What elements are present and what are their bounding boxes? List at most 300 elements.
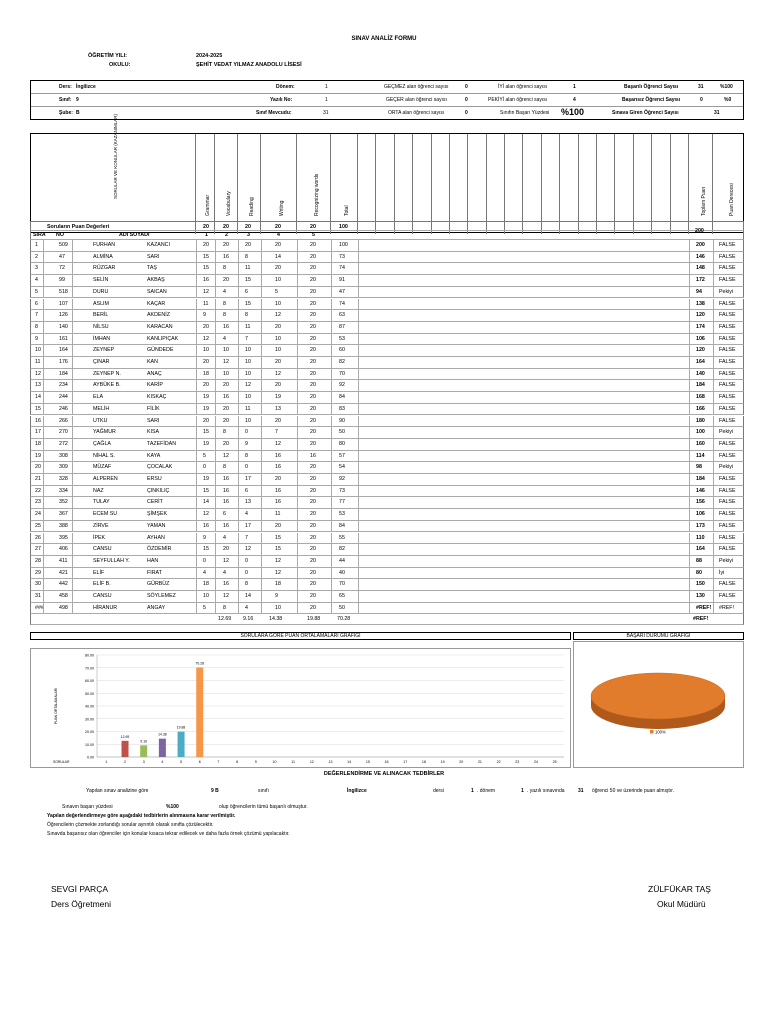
- row-toplam: 94: [696, 288, 702, 295]
- grid-line: [43, 509, 44, 520]
- x-tick-label: 24: [533, 760, 538, 764]
- row-no: 99: [59, 277, 65, 284]
- grid-line: [215, 591, 216, 602]
- row-ad: CANSU: [93, 546, 112, 553]
- grid-line: [713, 603, 714, 614]
- row-ad: ELİF: [93, 569, 105, 576]
- puan-degeri-total: 100: [339, 224, 348, 230]
- grid-line: [238, 345, 239, 356]
- grid-line: [215, 556, 216, 567]
- x-tick-label: 10: [272, 760, 277, 764]
- grid-line: [297, 263, 298, 274]
- grid-line: [689, 392, 690, 403]
- grid-line: [238, 509, 239, 520]
- eval-line1-a: Yapılan sınav analizine göre: [86, 788, 149, 794]
- grid-line: [261, 310, 262, 321]
- grid-line: [43, 299, 44, 310]
- row-no: 406: [59, 546, 68, 553]
- x-tick-label: 11: [291, 760, 296, 764]
- x-tick-label: 4: [161, 760, 164, 764]
- row-score: 17: [245, 476, 251, 482]
- grid-line: [358, 287, 359, 298]
- grid-line: [331, 334, 332, 345]
- row-score: 87: [339, 323, 345, 330]
- grid-line: [238, 287, 239, 298]
- row-ad: İPEK: [93, 534, 106, 541]
- empty-question-column: [395, 134, 413, 234]
- grid-line: [215, 252, 216, 263]
- row-score: 20: [310, 417, 316, 424]
- col-reading: Reading: [249, 197, 255, 216]
- row-soyad: KARİP: [147, 382, 163, 389]
- pie-chart-svg: [574, 642, 743, 767]
- row-ad: MÜZAF: [93, 464, 112, 471]
- y-tick-label: 80.00: [85, 653, 94, 658]
- row-score: 19: [203, 405, 209, 412]
- row-soyad: ERSU: [147, 476, 162, 482]
- grid-line: [238, 439, 239, 450]
- grid-line: [215, 416, 216, 427]
- grid-line: [331, 486, 332, 497]
- grid-line: [297, 392, 298, 403]
- grid-line: [358, 416, 359, 427]
- grid-line: [261, 345, 262, 356]
- row-soyad: TAŞ: [147, 265, 157, 272]
- basarisiz-pct: %0: [724, 97, 732, 103]
- row-score: 10: [275, 300, 281, 307]
- row-score: 15: [203, 253, 209, 260]
- row-score: 82: [339, 359, 345, 365]
- grid-line: [238, 486, 239, 497]
- row-score: 0: [245, 464, 248, 471]
- row-derece: FALSE: [719, 242, 736, 248]
- row-score: 20: [223, 242, 229, 248]
- row-toplam: 100: [696, 429, 705, 436]
- grid-line: [196, 462, 197, 473]
- eval-line1-subject: İngilizce: [347, 788, 367, 794]
- grid-line: [215, 533, 216, 544]
- grid-line: [358, 357, 359, 368]
- grid-line: [689, 404, 690, 415]
- row-score: 12: [245, 382, 251, 389]
- row-score: 20: [310, 242, 316, 248]
- row-derece: İyi: [719, 569, 725, 576]
- grid-line: [215, 603, 216, 614]
- row-ad: ÇINAR: [93, 359, 110, 365]
- x-tick-label: 15: [365, 760, 370, 764]
- row-no: 140: [59, 323, 68, 330]
- grid-line: [43, 427, 44, 438]
- grid-line: [713, 474, 714, 485]
- row-ad: FURHAN: [93, 242, 116, 248]
- grid-line: [331, 544, 332, 555]
- row-score: 15: [203, 265, 209, 272]
- row-score: 15: [203, 429, 209, 436]
- grid-line: [215, 263, 216, 274]
- row-sira: 29: [35, 569, 41, 576]
- row-score: 20: [310, 569, 316, 576]
- row-soyad: AKBAŞ: [147, 277, 165, 284]
- grid-line: [215, 568, 216, 579]
- table-row: [30, 322, 744, 334]
- bar-data-label: 14.38: [158, 732, 167, 737]
- grid-line: [297, 439, 298, 450]
- grid-line: [215, 345, 216, 356]
- row-score: 12: [223, 359, 229, 365]
- grid-line: [238, 392, 239, 403]
- row-ad: SELİN: [93, 277, 109, 284]
- grid-line: [331, 579, 332, 590]
- row-sira: 28: [35, 557, 41, 564]
- grid-line: [196, 568, 197, 579]
- row-score: 20: [275, 265, 281, 272]
- grid-line: [689, 345, 690, 356]
- grid-line: [196, 310, 197, 321]
- averages-row: [30, 614, 744, 625]
- row-score: 20: [310, 464, 316, 471]
- row-score: 11: [245, 323, 251, 330]
- grid-line: [43, 275, 44, 286]
- row-soyad: GÜNDEDE: [147, 347, 174, 354]
- grid-line: [43, 568, 44, 579]
- empty-question-column: [524, 134, 542, 234]
- row-toplam: 168: [696, 394, 705, 401]
- grid-line: [713, 275, 714, 286]
- grid-line: [297, 287, 298, 298]
- row-score: 16: [223, 581, 229, 588]
- grid-line: [358, 439, 359, 450]
- grid-line: [215, 521, 216, 532]
- bar: [159, 739, 166, 757]
- row-score: 5: [275, 288, 278, 295]
- row-score: 6: [223, 511, 226, 518]
- grid-line: [43, 334, 44, 345]
- row-soyad: KANLIPIÇAK: [147, 335, 179, 342]
- eval-line2-b: olup öğrencilerin tümü başarılı olmuştur.: [219, 804, 308, 810]
- row-score: 20: [310, 534, 316, 541]
- grid-line: [238, 568, 239, 579]
- grid-line: [261, 603, 262, 614]
- grid-line: [358, 591, 359, 602]
- x-tick-label: 13: [328, 760, 333, 764]
- table-row: [30, 240, 744, 252]
- grid-line: [713, 591, 714, 602]
- row-score: 4: [223, 569, 226, 576]
- avg-1: 12.69: [218, 616, 232, 623]
- row-score: 10: [245, 394, 251, 401]
- grid-line: [72, 357, 73, 368]
- row-soyad: AKDENİZ: [147, 312, 170, 319]
- grid-line: [72, 404, 73, 415]
- row-score: 92: [339, 476, 345, 482]
- row-score: 20: [310, 288, 316, 295]
- bar: [178, 732, 185, 757]
- row-no: 509: [59, 242, 68, 248]
- grid-line: [261, 591, 262, 602]
- row-score: 10: [245, 370, 251, 377]
- row-score: 17: [245, 522, 251, 529]
- row-score: 6: [245, 487, 248, 494]
- grid-line: [238, 263, 239, 274]
- grid-line: [689, 252, 690, 263]
- row-score: 12: [223, 593, 229, 599]
- grid-line: [689, 416, 690, 427]
- soru-no-5: 5: [312, 232, 315, 238]
- grid-line: [331, 240, 332, 251]
- row-score: 44: [339, 557, 345, 564]
- row-score: 0: [245, 429, 248, 436]
- summary-box: [30, 80, 744, 120]
- row-score: 16: [223, 499, 229, 506]
- grid-line: [689, 380, 690, 391]
- grid-line: [689, 334, 690, 345]
- grid-line: [72, 533, 73, 544]
- grid-line: [261, 287, 262, 298]
- y-tick-label: 50.00: [85, 691, 94, 696]
- grid-line: [297, 544, 298, 555]
- row-score: 8: [245, 253, 248, 260]
- grid-line: [215, 275, 216, 286]
- row-score: 82: [339, 546, 345, 553]
- grid-line: [72, 439, 73, 450]
- row-score: 20: [310, 593, 316, 599]
- grid-line: [238, 462, 239, 473]
- grid-line: [358, 427, 359, 438]
- grid-line: [215, 299, 216, 310]
- row-score: 83: [339, 405, 345, 412]
- row-score: 7: [245, 335, 248, 342]
- grid-line: [297, 521, 298, 532]
- row-sira: 8: [35, 323, 38, 330]
- grid-line: [297, 509, 298, 520]
- grid-line: [43, 474, 44, 485]
- row-sira: 24: [35, 511, 41, 518]
- row-derece: Pekiyi: [719, 464, 734, 471]
- grid-line: [261, 369, 262, 380]
- row-derece: FALSE: [719, 487, 736, 494]
- empty-question-column: [615, 134, 633, 234]
- grid-line: [238, 275, 239, 286]
- grid-line: [689, 579, 690, 590]
- row-score: 57: [339, 452, 345, 459]
- row-score: 15: [203, 546, 209, 553]
- year-value: 2024-2025: [196, 53, 223, 59]
- puan-degerleri-label: Soruların Puan Değerleri: [47, 224, 110, 230]
- row-no: 266: [59, 417, 68, 424]
- basari-yuzde-label: Sınıfın Başarı Yüzdesi: [500, 110, 550, 116]
- grid-line: [196, 591, 197, 602]
- row-score: 4: [245, 604, 248, 611]
- row-soyad: ÇOCALAK: [147, 464, 173, 471]
- table-row: [30, 357, 744, 369]
- basarili-count: 31: [698, 84, 704, 90]
- row-toplam: 164: [696, 546, 705, 553]
- row-no: 421: [59, 569, 68, 576]
- grid-line: [196, 521, 197, 532]
- grid-line: [713, 404, 714, 415]
- grid-line: [689, 427, 690, 438]
- grid-line: [358, 521, 359, 532]
- empty-question-column: [376, 134, 394, 234]
- row-ad: ELİF B.: [93, 581, 111, 588]
- grid-line: [331, 416, 332, 427]
- principal-name: ZÜLFÜKAR TAŞ: [648, 884, 711, 894]
- row-ad: NİHAL S.: [93, 452, 115, 459]
- grid-line: [72, 451, 73, 462]
- grid-line: [43, 579, 44, 590]
- row-toplam: 150: [696, 581, 705, 588]
- grid-line: [358, 380, 359, 391]
- grid-line: [713, 544, 714, 555]
- row-score: 100: [339, 242, 348, 248]
- row-score: 10: [275, 277, 281, 284]
- grid-line: [358, 310, 359, 321]
- row-sira: 11: [35, 359, 41, 365]
- eval-line1-exam: 1: [521, 788, 524, 794]
- row-score: 10: [245, 347, 251, 354]
- table-row: [30, 451, 744, 463]
- row-no: 272: [59, 440, 68, 447]
- grid-line: [358, 334, 359, 345]
- grid-line: [297, 240, 298, 251]
- grid-line: [689, 357, 690, 368]
- row-sira: ###: [35, 604, 44, 611]
- row-toplam: 160: [696, 440, 705, 447]
- grid-line: [331, 568, 332, 579]
- row-soyad: KAYA: [147, 452, 161, 459]
- grid-line: [358, 556, 359, 567]
- grid-line: [358, 345, 359, 356]
- empty-question-column: [634, 134, 652, 234]
- school-label: OKULU:: [109, 62, 131, 68]
- row-no: 176: [59, 359, 68, 365]
- grid-line: [215, 369, 216, 380]
- grid-line: [196, 275, 197, 286]
- grid-line: [72, 556, 73, 567]
- row-score: 12: [275, 370, 281, 377]
- grid-line: [713, 392, 714, 403]
- row-soyad: ÇINKILIÇ: [147, 487, 170, 494]
- row-no: 72: [59, 265, 65, 272]
- iyi-label: İYİ alan öğrenci sayısı: [498, 84, 548, 90]
- row-toplam: 146: [696, 487, 705, 494]
- grid-line: [215, 544, 216, 555]
- grid-line: [72, 322, 73, 333]
- row-score: 16: [203, 522, 209, 529]
- school-value: ŞEHİT VEDAT YILMAZ ANADOLU LİSESİ: [196, 62, 302, 68]
- row-no: 244: [59, 394, 68, 401]
- row-score: 4: [223, 534, 226, 541]
- grid-line: [358, 392, 359, 403]
- grid-line: [196, 439, 197, 450]
- row-score: 0: [203, 557, 206, 564]
- row-score: 16: [223, 476, 229, 482]
- row-score: 12: [275, 440, 281, 447]
- row-toplam: 173: [696, 522, 705, 529]
- row-sira: 15: [35, 405, 41, 412]
- grid-line: [261, 439, 262, 450]
- empty-question-column: [432, 134, 450, 234]
- table-row: [30, 568, 744, 580]
- row-derece: FALSE: [719, 335, 736, 342]
- row-score: 16: [275, 464, 281, 471]
- grid-line: [43, 451, 44, 462]
- mevcut-value: 31: [323, 110, 329, 116]
- grid-line: [72, 568, 73, 579]
- grid-line: [196, 287, 197, 298]
- soru-no-1: 1: [205, 232, 208, 238]
- row-no: 47: [59, 253, 65, 260]
- eval-line1-e: . yazılı sınavında: [527, 788, 565, 794]
- x-tick-label: 23: [515, 760, 520, 764]
- avg-5: 70.28: [337, 616, 351, 623]
- empty-question-column: [468, 134, 486, 234]
- grid-line: [238, 427, 239, 438]
- grid-line: [215, 380, 216, 391]
- eval-line3: Yapılan değerlendirmeye göre aşağıdaki tedbirlerin alınmasına karar verilmiştir.: [47, 813, 236, 819]
- row-sira: 2: [35, 253, 38, 260]
- row-ad: ZİRVE: [93, 522, 109, 529]
- grid-line: [196, 451, 197, 462]
- row-score: 10: [203, 593, 209, 599]
- row-toplam: 98: [696, 464, 702, 471]
- grid-line: [358, 252, 359, 263]
- grid-line: [713, 287, 714, 298]
- mevcut-label: Sınıf Mevcudu:: [256, 110, 292, 116]
- grid-line: [196, 263, 197, 274]
- row-score: 20: [310, 335, 316, 342]
- puan-degeri-3: 20: [245, 224, 251, 230]
- donem-value: 1: [325, 84, 328, 90]
- row-no: 234: [59, 382, 68, 389]
- pie-chart-title: BAŞARI DURUMU GRAFİĞİ: [573, 632, 744, 640]
- row-score: 16: [310, 452, 316, 459]
- teacher-name: SEVGİ PARÇA: [51, 884, 108, 894]
- y-axis-label: PUAN ORTALAMALARI: [54, 687, 58, 725]
- row-toplam: 146: [696, 253, 705, 260]
- row-score: 20: [275, 359, 281, 365]
- grid-line: [196, 416, 197, 427]
- grid-line: [238, 310, 239, 321]
- puan-degeri-1: 20: [203, 224, 209, 230]
- table-row: [30, 392, 744, 404]
- grid-line: [215, 497, 216, 508]
- grid-line: [689, 591, 690, 602]
- iyi-value: 1: [573, 84, 576, 90]
- grid-line: [261, 334, 262, 345]
- row-score: 5: [203, 604, 206, 611]
- puan-degeri-5: 20: [310, 224, 316, 230]
- row-ad: NAZ: [93, 487, 104, 494]
- adi-soyadi-header: ADI SOYADI: [119, 232, 150, 238]
- x-tick-label: 22: [496, 760, 501, 764]
- row-score: 11: [245, 265, 251, 272]
- bar-data-label: 19.88: [176, 725, 186, 730]
- row-score: 0: [203, 464, 206, 471]
- table-row: [30, 275, 744, 287]
- grid-line: [43, 357, 44, 368]
- row-ad: SEYFULLAH Y.: [93, 557, 130, 564]
- row-score: 20: [310, 546, 316, 553]
- basarisiz-label: Başarısız Öğrenci Sayısı: [622, 97, 681, 103]
- row-derece: FALSE: [719, 546, 736, 553]
- grid-line: [215, 462, 216, 473]
- row-score: 74: [339, 265, 345, 272]
- sira-header: SIRA: [33, 232, 46, 238]
- row-score: 20: [310, 347, 316, 354]
- row-sira: 16: [35, 417, 41, 424]
- row-soyad: KAÇAR: [147, 300, 166, 307]
